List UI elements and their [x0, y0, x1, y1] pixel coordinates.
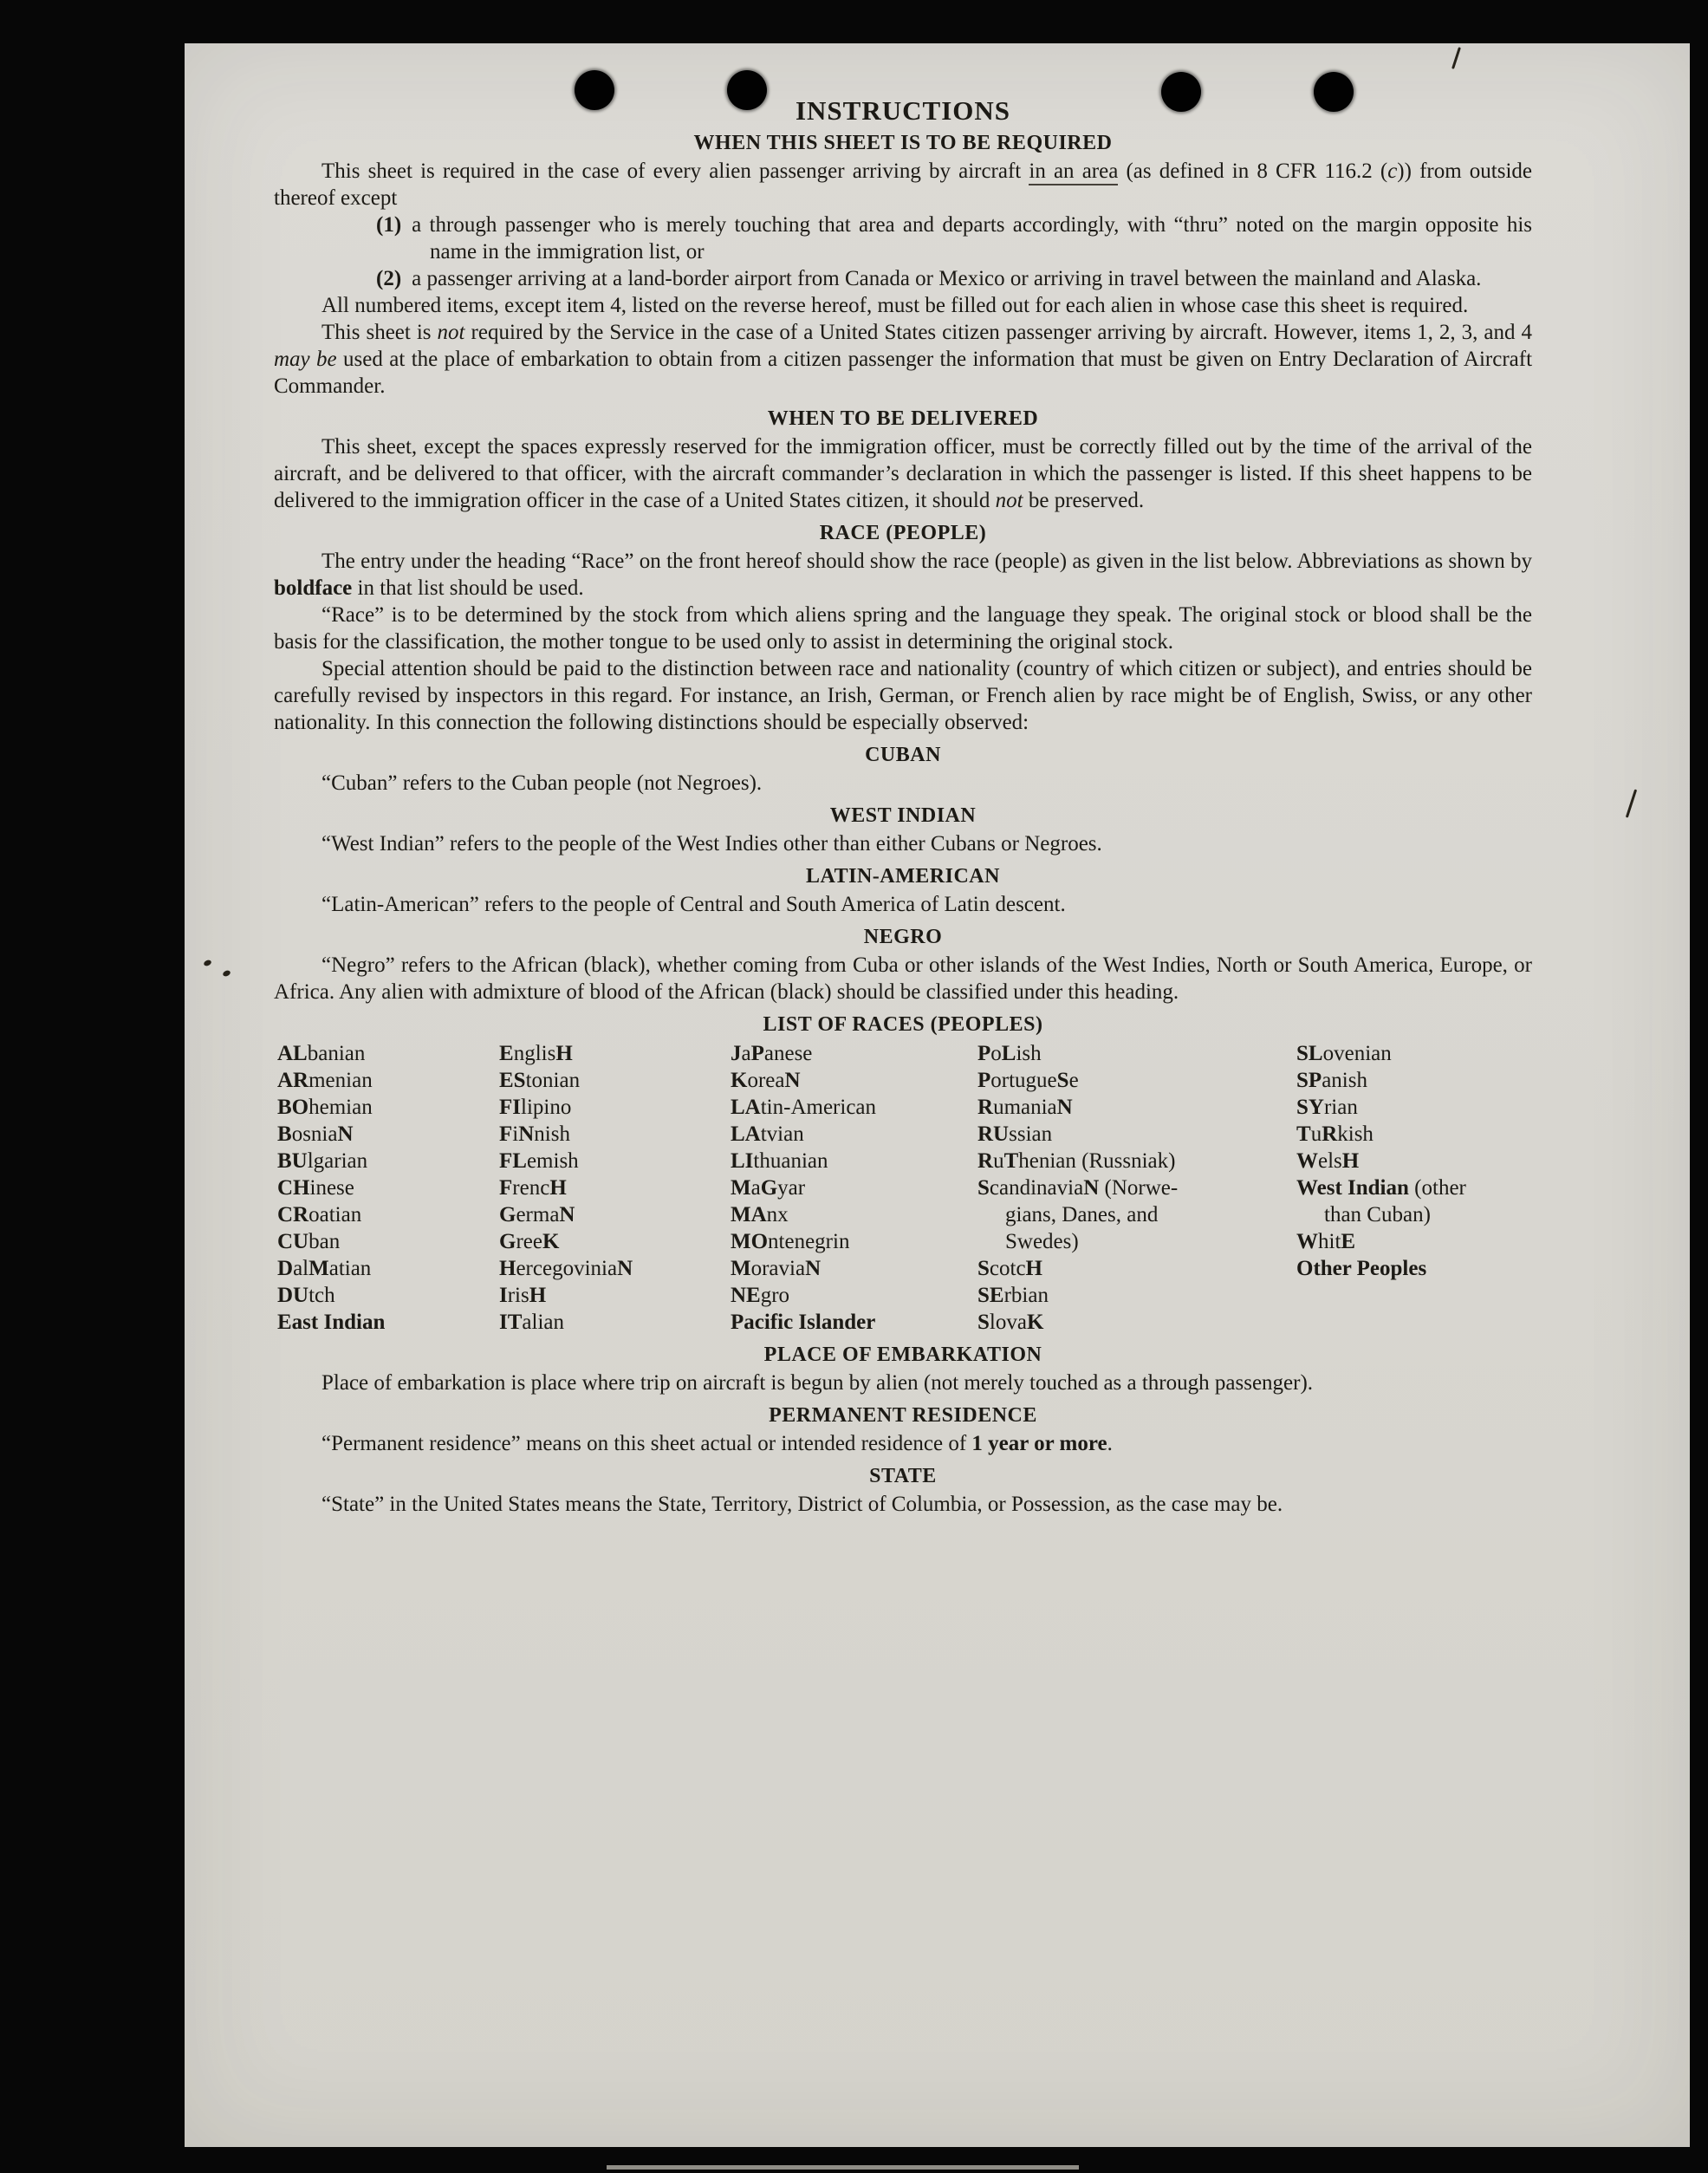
- section-heading: STATE: [869, 1465, 937, 1487]
- race-entry: [1296, 1094, 1532, 1121]
- text-segment: )) from outside thereof except: [274, 159, 1533, 210]
- text-segment: cotc: [989, 1257, 1026, 1280]
- text-segment: orea: [747, 1069, 785, 1092]
- race-entry: [277, 1309, 499, 1336]
- race-entry: [499, 1040, 731, 1067]
- text-segment: inese: [309, 1176, 354, 1200]
- text-segment: els: [1318, 1149, 1342, 1173]
- text-segment: e: [1068, 1069, 1079, 1092]
- race-entry: [499, 1148, 731, 1174]
- text-segment: a passenger arriving at a land-border airport from Canada or Mexico or arriving in travel between the mainland and Alaska.: [412, 267, 1482, 290]
- text-segment: R: [977, 1149, 994, 1173]
- text-segment: hemian: [308, 1096, 373, 1119]
- text-segment: al: [293, 1257, 309, 1280]
- text-segment: banian: [307, 1042, 366, 1065]
- text-segment: a: [741, 1042, 751, 1065]
- race-entry: [277, 1121, 499, 1148]
- text-segment: tonian: [525, 1069, 581, 1092]
- text-segment: B: [277, 1122, 292, 1146]
- race-entry: [977, 1255, 1296, 1282]
- text-segment: ree: [516, 1230, 542, 1253]
- text-segment: LA: [731, 1096, 761, 1119]
- text-segment: (as defined in 8 CFR 116.2 (: [1118, 159, 1388, 183]
- text-segment: “West Indian” refers to the people of the West Indies other than either Cubans or Negroes.: [321, 832, 1102, 856]
- text-segment: atian: [328, 1257, 372, 1280]
- text-segment: LI: [731, 1149, 754, 1173]
- race-entry: [499, 1228, 731, 1255]
- paragraph: [274, 770, 1532, 797]
- text-segment: 1 year or more: [971, 1432, 1107, 1455]
- paragraph: [274, 1430, 1532, 1457]
- race-entry: [277, 1067, 499, 1094]
- race-entry: [977, 1067, 1296, 1094]
- text-segment: F: [499, 1122, 513, 1146]
- text-segment: LA: [731, 1122, 761, 1146]
- text-segment: S: [977, 1176, 990, 1200]
- text-segment: SE: [977, 1284, 1004, 1307]
- numbered-list-item: [274, 265, 1532, 292]
- text-segment: N: [617, 1257, 633, 1280]
- paragraph: [274, 891, 1532, 918]
- race-entry: [277, 1201, 499, 1228]
- races-column: [499, 1040, 731, 1336]
- text-segment: BU: [277, 1149, 308, 1173]
- section-heading: CUBAN: [865, 744, 941, 766]
- races-column: [977, 1040, 1296, 1336]
- paragraph: [274, 433, 1532, 514]
- race-entry: [499, 1094, 731, 1121]
- text-segment: u: [1310, 1122, 1322, 1146]
- text-segment: D: [277, 1257, 294, 1280]
- text-segment: boldface: [274, 576, 353, 600]
- text-segment: gro: [760, 1284, 790, 1307]
- paragraph: [274, 158, 1532, 211]
- race-entry: [977, 1309, 1296, 1336]
- text-segment: ntenegrin: [768, 1230, 850, 1253]
- text-segment: osnia: [291, 1122, 338, 1146]
- document-page: [185, 43, 1690, 2147]
- text-segment: tvian: [760, 1122, 804, 1146]
- race-entry: [977, 1040, 1296, 1067]
- race-entry: [277, 1282, 499, 1309]
- text-segment: J: [731, 1042, 742, 1065]
- text-segment: “Cuban” refers to the Cuban people (not Negroes).: [321, 771, 763, 795]
- text-segment: RU: [977, 1122, 1010, 1146]
- numbered-list-item: [274, 211, 1532, 265]
- race-entry: [731, 1094, 977, 1121]
- text-segment: W: [1296, 1149, 1318, 1173]
- race-entry: [731, 1228, 977, 1255]
- text-segment: K: [731, 1069, 748, 1092]
- text-segment: rbian: [1003, 1284, 1049, 1307]
- paragraph: [274, 1491, 1532, 1518]
- text-segment: “Permanent residence” means on this sheet actual or intended residence of: [321, 1432, 972, 1455]
- race-entry: [731, 1201, 977, 1228]
- race-entry: [731, 1121, 977, 1148]
- text-segment: anese: [763, 1042, 813, 1065]
- race-entry: [277, 1148, 499, 1174]
- text-segment: than Cuban): [1324, 1203, 1431, 1226]
- section-heading: PERMANENT RESIDENCE: [769, 1404, 1037, 1427]
- race-entry: [977, 1148, 1296, 1174]
- text-segment: NE: [731, 1284, 761, 1307]
- race-entry: [277, 1255, 499, 1282]
- text-segment: H: [549, 1176, 567, 1200]
- text-segment: AL: [277, 1042, 308, 1065]
- text-segment: W: [1296, 1230, 1318, 1253]
- text-segment: T: [1296, 1122, 1311, 1146]
- text-segment: lova: [989, 1311, 1027, 1334]
- race-entry: [1296, 1174, 1532, 1201]
- text-segment: be preserved.: [1023, 489, 1145, 512]
- paragraph: [274, 952, 1532, 1005]
- text-segment: G: [760, 1176, 778, 1200]
- text-segment: Swedes): [1005, 1230, 1079, 1253]
- section-heading: NEGRO: [863, 926, 943, 948]
- pen-mark: [222, 969, 231, 977]
- text-segment: P: [977, 1069, 991, 1092]
- race-entry: [1296, 1121, 1532, 1148]
- race-entry: [977, 1228, 1296, 1255]
- text-segment: CU: [277, 1230, 309, 1253]
- text-segment: in an area: [1029, 159, 1118, 185]
- race-entry: [731, 1067, 977, 1094]
- pen-mark: [1451, 47, 1461, 69]
- text-segment: oravia: [750, 1257, 806, 1280]
- text-segment: West Indian: [1296, 1176, 1409, 1200]
- text-segment: CH: [277, 1176, 310, 1200]
- races-column: [731, 1040, 977, 1336]
- race-entry: [731, 1255, 977, 1282]
- text-segment: F: [499, 1176, 513, 1200]
- section-heading: WHEN THIS SHEET IS TO BE REQUIRED: [693, 132, 1113, 154]
- text-segment: emish: [526, 1149, 579, 1173]
- paragraph: [274, 655, 1532, 736]
- text-segment: K: [1026, 1311, 1044, 1334]
- text-segment: kish: [1337, 1122, 1374, 1146]
- text-segment: tch: [308, 1284, 335, 1307]
- text-segment: a: [750, 1176, 761, 1200]
- text-segment: nx: [766, 1203, 789, 1226]
- instructions-document: [274, 97, 1532, 1518]
- text-segment: H: [529, 1284, 547, 1307]
- race-entry: [977, 1094, 1296, 1121]
- section-heading: LATIN-AMERICAN: [806, 865, 1000, 888]
- text-segment: not: [995, 489, 1023, 512]
- race-entry: [1296, 1255, 1532, 1282]
- text-segment: BO: [277, 1096, 309, 1119]
- text-segment: DU: [277, 1284, 309, 1307]
- race-entry: [277, 1040, 499, 1067]
- text-segment: SP: [1296, 1069, 1322, 1092]
- text-segment: o: [990, 1042, 1002, 1065]
- text-segment: ris: [507, 1284, 529, 1307]
- text-segment: lgarian: [307, 1149, 368, 1173]
- text-segment: ortugue: [990, 1069, 1057, 1092]
- paragraph: [274, 830, 1532, 857]
- race-entry: [499, 1174, 731, 1201]
- text-segment: N: [337, 1122, 354, 1146]
- text-segment: lipino: [521, 1096, 572, 1119]
- text-segment: yar: [777, 1176, 806, 1200]
- text-segment: G: [499, 1203, 516, 1226]
- text-segment: N: [805, 1257, 822, 1280]
- text-segment: M: [308, 1257, 329, 1280]
- race-entry: [977, 1282, 1296, 1309]
- text-segment: not: [437, 321, 465, 344]
- text-segment: FL: [499, 1149, 527, 1173]
- text-segment: This sheet is required in the case of every alien passenger arriving by aircraft: [321, 159, 1029, 183]
- paragraph: [274, 1370, 1532, 1396]
- text-segment: The entry under the heading “Race” on the front hereof should show the race (people) as given in the list below. Abbreviations as shown by: [321, 550, 1532, 573]
- race-entry: [731, 1282, 977, 1309]
- text-segment: E: [499, 1042, 514, 1065]
- text-segment: N: [1056, 1096, 1073, 1119]
- text-segment: Place of embarkation is place where trip on aircraft is begun by alien (not merely touched as a through passenger).: [321, 1371, 1314, 1395]
- text-segment: FI: [499, 1096, 521, 1119]
- text-segment: N: [518, 1122, 535, 1146]
- section-heading: WHEN TO BE DELIVERED: [767, 407, 1039, 430]
- race-entry: [1296, 1067, 1532, 1094]
- text-segment: ercegovinia: [516, 1257, 618, 1280]
- text-segment: Pacific Islander: [731, 1311, 876, 1334]
- text-segment: All numbered items, except item 4, listed on the reverse hereof, must be filled out for each alien in whose case this sheet is required.: [321, 294, 1469, 317]
- race-entry: [277, 1094, 499, 1121]
- race-entry: [731, 1309, 977, 1336]
- race-entry: [977, 1121, 1296, 1148]
- text-segment: R: [977, 1096, 994, 1119]
- text-segment: MA: [731, 1203, 767, 1226]
- text-segment: SY: [1296, 1096, 1324, 1119]
- text-segment: IT: [499, 1311, 523, 1334]
- section-heading: WEST INDIAN: [829, 804, 977, 827]
- text-segment: CR: [277, 1203, 309, 1226]
- text-segment: N: [784, 1069, 801, 1092]
- page-title: INSTRUCTIONS: [795, 95, 1010, 126]
- section-heading: RACE (PEOPLE): [819, 522, 987, 544]
- text-segment: R: [1322, 1122, 1338, 1146]
- text-segment: alian: [522, 1311, 564, 1334]
- text-segment: ssian: [1009, 1122, 1053, 1146]
- text-segment: in that list should be used.: [352, 576, 584, 600]
- text-segment: H: [499, 1257, 516, 1280]
- text-segment: “Latin-American” refers to the people of Central and South America of Latin descent.: [321, 893, 1066, 916]
- race-entry: [277, 1174, 499, 1201]
- text-segment: H: [555, 1042, 573, 1065]
- text-segment: (Norwe-: [1099, 1176, 1179, 1200]
- text-segment: G: [499, 1230, 516, 1253]
- race-entry: [499, 1309, 731, 1336]
- text-segment: S: [977, 1311, 990, 1334]
- text-segment: ish: [1016, 1042, 1042, 1065]
- text-segment: This sheet, except the spaces expressly reserved for the immigration officer, must be correctly filled out by the time of the arrival of the aircraft, and be delivered to that officer, with the aircraft commander’s declaration in which the passenger is listed. If this sheet happens to be delivered to the immigration officer in the case of a United States citizen, it should: [274, 435, 1532, 512]
- race-entry: [499, 1255, 731, 1282]
- text-segment: a through passenger who is merely touching that area and departs accordingly, with “thru” noted on the margin opposite his name in the immigration list, or: [412, 213, 1532, 263]
- race-entry: [499, 1121, 731, 1148]
- text-segment: gians, Danes, and: [1005, 1203, 1159, 1226]
- text-segment: ovenian: [1322, 1042, 1392, 1065]
- text-segment: u: [993, 1149, 1004, 1173]
- text-segment: hit: [1318, 1230, 1341, 1253]
- text-segment: menian: [308, 1069, 373, 1092]
- text-segment: N: [559, 1203, 575, 1226]
- race-entry: [1296, 1228, 1532, 1255]
- text-segment: E: [1341, 1230, 1356, 1253]
- text-segment: K: [542, 1230, 560, 1253]
- text-segment: nglis: [513, 1042, 556, 1065]
- paragraph: [274, 548, 1532, 602]
- text-segment: anish: [1322, 1069, 1367, 1092]
- text-segment: P: [977, 1042, 991, 1065]
- races-column: [277, 1040, 499, 1336]
- section-heading: LIST OF RACES (PEOPLES): [763, 1013, 1043, 1036]
- text-segment: “State” in the United States means the State, Territory, District of Columbia, or Possession, as the case may be.: [321, 1493, 1283, 1516]
- text-segment: used at the place of embarkation to obtain from a citizen passenger the information that must be given on Entry Declaration of Aircraft Commander.: [274, 348, 1533, 398]
- text-segment: i: [512, 1122, 519, 1146]
- race-entry: [977, 1201, 1296, 1228]
- section-heading: PLACE OF EMBARKATION: [763, 1343, 1042, 1366]
- text-segment: M: [731, 1257, 751, 1280]
- text-segment: T: [1003, 1149, 1019, 1173]
- race-entry: [1296, 1201, 1532, 1228]
- text-segment: N: [1083, 1176, 1100, 1200]
- pen-mark: [203, 959, 212, 966]
- text-segment: H: [1341, 1149, 1360, 1173]
- text-segment: candinavia: [989, 1176, 1084, 1200]
- text-segment: nish: [534, 1122, 570, 1146]
- text-segment: P: [750, 1042, 764, 1065]
- text-segment: AR: [277, 1069, 309, 1092]
- race-entry: [499, 1201, 731, 1228]
- race-entry: [277, 1228, 499, 1255]
- text-segment: “Negro” refers to the African (black), whether coming from Cuba or other islands of the West Indies, North or South America, Europe, or Africa. Any alien with admixture of blood of the African (black) should be classified under this heading.: [274, 953, 1532, 1004]
- text-segment: “Race” is to be determined by the stock from which aliens spring and the language they speak. The original stock or blood shall be the basis for the classification, the mother tongue to be used only to assist in determining the original stock.: [274, 603, 1532, 654]
- race-entry: [731, 1174, 977, 1201]
- text-segment: (other: [1408, 1176, 1466, 1200]
- text-segment: East Indian: [277, 1311, 386, 1334]
- text-segment: ES: [499, 1069, 526, 1092]
- text-segment: renc: [512, 1176, 550, 1200]
- text-segment: Other Peoples: [1296, 1257, 1427, 1280]
- text-segment: c: [1387, 159, 1398, 183]
- text-segment: ban: [308, 1230, 341, 1253]
- text-segment: .: [1107, 1432, 1113, 1455]
- race-entry: [499, 1282, 731, 1309]
- races-table: [274, 1040, 1532, 1336]
- paragraph: [274, 292, 1532, 319]
- race-entry: [499, 1067, 731, 1094]
- text-segment: H: [1025, 1257, 1042, 1280]
- item-number: (2): [376, 267, 402, 290]
- text-segment: I: [499, 1284, 508, 1307]
- text-segment: SL: [1296, 1042, 1323, 1065]
- instructions-content: [274, 130, 1532, 1518]
- race-entry: [731, 1040, 977, 1067]
- text-segment: oatian: [308, 1203, 362, 1226]
- races-column: [1296, 1040, 1532, 1336]
- text-segment: MO: [731, 1230, 769, 1253]
- text-segment: thuanian: [753, 1149, 828, 1173]
- text-segment: rian: [1323, 1096, 1358, 1119]
- text-segment: L: [1001, 1042, 1016, 1065]
- text-segment: S: [977, 1257, 990, 1280]
- text-segment: may be: [274, 348, 337, 371]
- text-segment: This sheet is: [321, 321, 438, 344]
- race-entry: [731, 1148, 977, 1174]
- item-number: (1): [376, 213, 402, 237]
- race-entry: [1296, 1148, 1532, 1174]
- next-page-edge: [607, 2165, 1079, 2170]
- text-segment: tin-American: [760, 1096, 877, 1119]
- text-segment: Special attention should be paid to the distinction between race and nationality (country of which citizen or subject), and entries should be carefully revised by inspectors in this regard. For instance, an Irish, German, or French alien by race might be of English, Swiss, or any other nationality. In this connection the following distinctions should be especially observed:: [274, 657, 1532, 734]
- text-segment: umania: [993, 1096, 1057, 1119]
- text-segment: required by the Service in the case of a United States citizen passenger arriving by aircraft. However, items 1, 2, 3, and 4: [464, 321, 1532, 344]
- paragraph: [274, 602, 1532, 655]
- paragraph: [274, 319, 1532, 400]
- text-segment: M: [731, 1176, 751, 1200]
- pen-mark: [1626, 789, 1637, 817]
- text-segment: henian (Russniak): [1018, 1149, 1176, 1173]
- race-entry: [1296, 1040, 1532, 1067]
- race-entry: [977, 1174, 1296, 1201]
- text-segment: S: [1056, 1069, 1069, 1092]
- text-segment: erma: [516, 1203, 560, 1226]
